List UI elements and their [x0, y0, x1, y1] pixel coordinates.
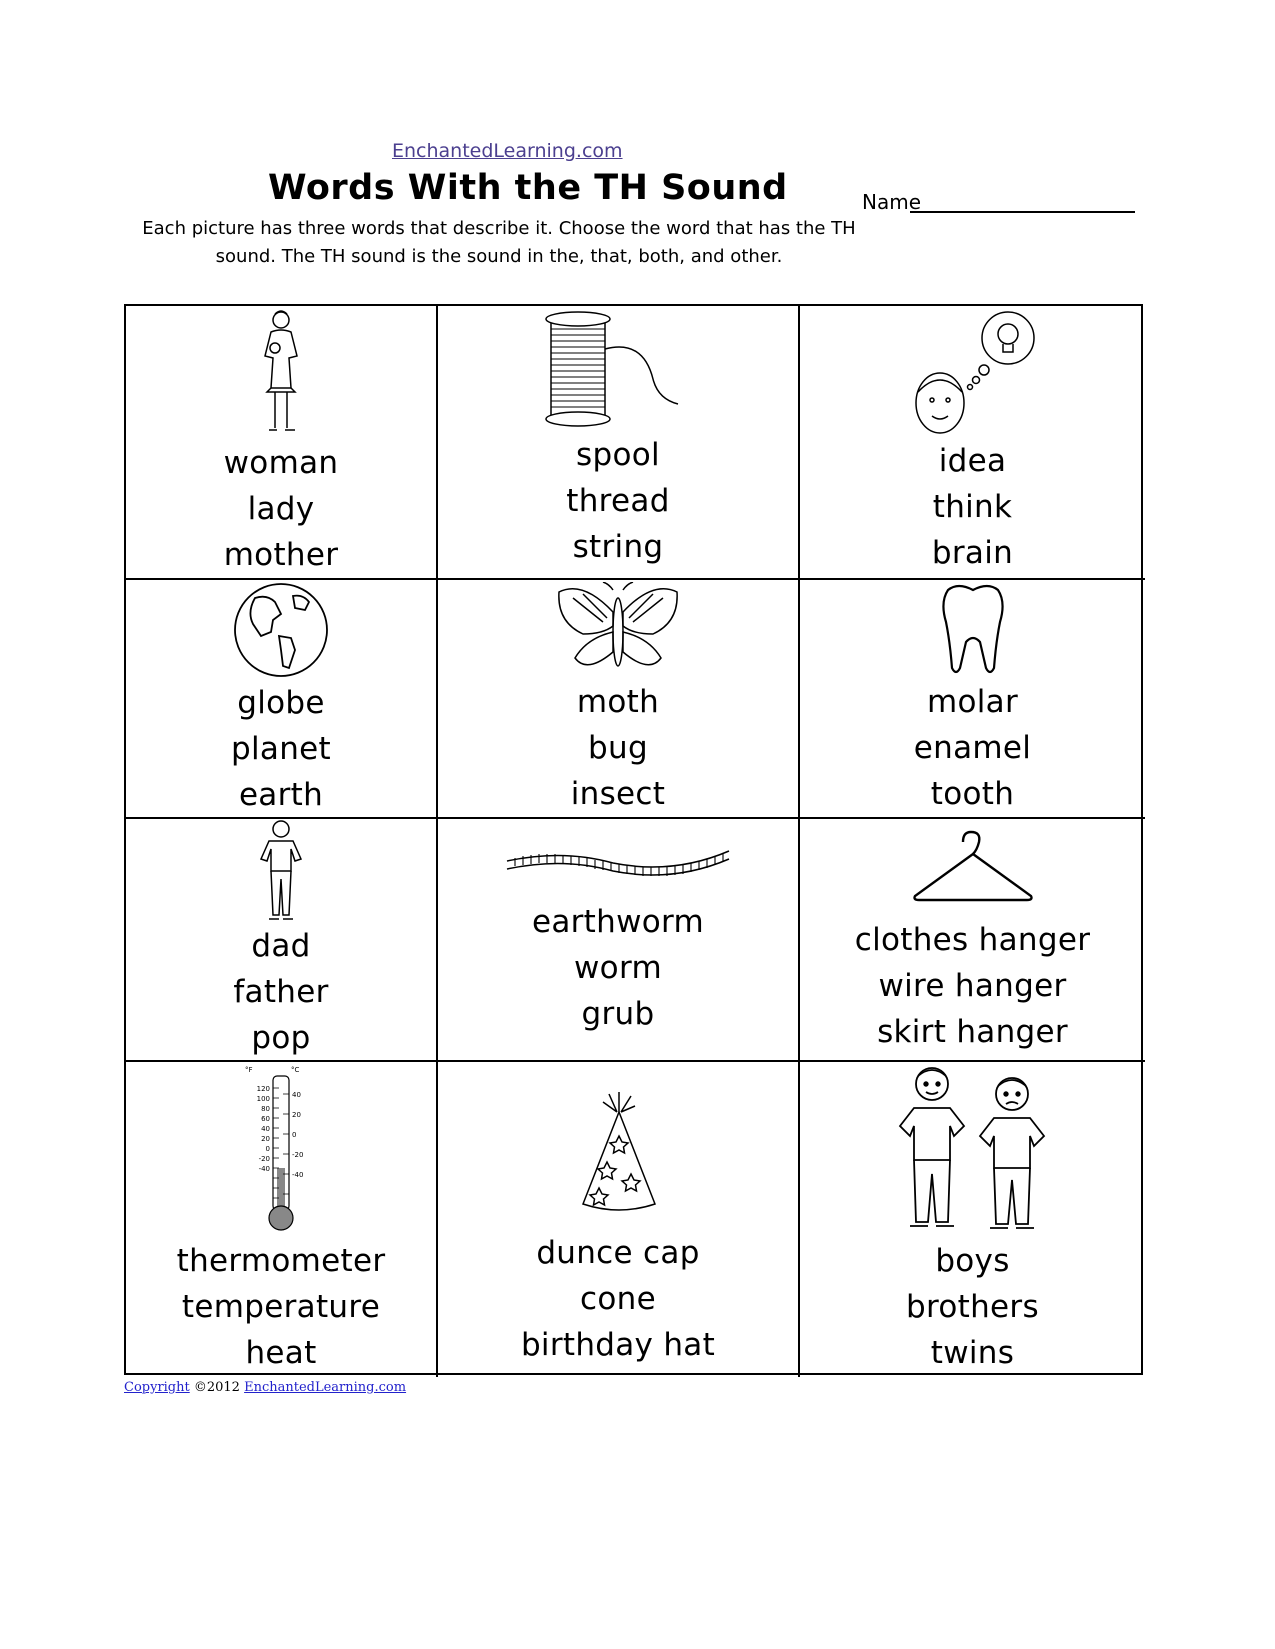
butterfly-icon [553, 580, 683, 679]
thermo-f-tick: -40 [258, 1165, 270, 1173]
thermo-f-tick: -20 [258, 1155, 270, 1163]
worksheet-title: Words With the TH Sound [268, 168, 788, 208]
boys-icon [888, 1062, 1058, 1238]
hanger-icon [911, 819, 1035, 917]
word-option[interactable]: heat [245, 1335, 317, 1371]
thermo-c-unit: °C [291, 1066, 300, 1074]
cell-butterfly [438, 580, 800, 819]
cell-hanger [800, 819, 1145, 1062]
thermo-f-tick: 100 [256, 1095, 270, 1103]
thermo-c-tick: 20 [292, 1111, 301, 1119]
word-option[interactable]: mother [223, 537, 339, 573]
word-option[interactable]: dad [251, 928, 311, 964]
cell-spool [438, 306, 800, 580]
word-option[interactable]: temperature [181, 1289, 381, 1325]
word-option[interactable]: cone [580, 1281, 656, 1317]
footer [124, 1380, 406, 1395]
word-option[interactable]: spool [576, 437, 660, 473]
thermo-c-tick: 40 [292, 1091, 301, 1099]
word-list [231, 680, 331, 818]
word-option[interactable]: woman [223, 445, 339, 481]
footer-site-link[interactable]: EnchantedLearning.com [244, 1380, 407, 1395]
cell-thermometer [126, 1062, 438, 1377]
site-link[interactable]: EnchantedLearning.com [392, 140, 623, 162]
word-list [224, 440, 339, 578]
thermo-f-tick: 20 [261, 1135, 270, 1143]
word-list [233, 923, 328, 1061]
word-option[interactable]: twins [930, 1335, 1015, 1371]
thermo-f-tick: 80 [261, 1105, 270, 1113]
cell-boys [800, 1062, 1145, 1377]
word-option[interactable]: clothes hanger [854, 922, 1091, 958]
word-list [571, 679, 665, 817]
word-grid [124, 304, 1143, 1375]
word-option[interactable]: skirt hanger [877, 1014, 1068, 1050]
cell-woman [126, 306, 438, 580]
word-list [914, 679, 1031, 817]
word-option[interactable]: moth [576, 684, 660, 720]
word-option[interactable]: wire hanger [878, 968, 1067, 1004]
word-option[interactable]: globe [237, 685, 325, 721]
word-option[interactable]: molar [926, 684, 1019, 720]
word-option[interactable]: idea [938, 443, 1007, 479]
word-option[interactable]: brothers [906, 1289, 1039, 1325]
instructions: Each picture has three words that describe it. Choose the word that has the TH sound. The TH sound is the sound in the, that, both, and other. [142, 218, 856, 267]
thermo-f-tick: 60 [261, 1115, 270, 1123]
word-option[interactable]: boys [935, 1243, 1010, 1279]
word-option[interactable]: earth [238, 777, 324, 813]
word-option[interactable]: brain [931, 535, 1014, 571]
cell-globe [126, 580, 438, 819]
party-hat-icon [573, 1080, 663, 1230]
word-list [566, 432, 669, 570]
word-option[interactable]: grub [581, 996, 655, 1032]
word-list [532, 899, 704, 1037]
tooth-icon [938, 580, 1008, 679]
cell-party-hat [438, 1062, 800, 1377]
thermo-c-tick: 0 [292, 1131, 297, 1139]
man-icon [251, 819, 311, 923]
thermo-c-tick: -40 [292, 1171, 304, 1179]
thermometer-icon [241, 1062, 321, 1238]
copyright-year: ©2012 [189, 1380, 245, 1395]
idea-icon [908, 306, 1038, 438]
word-option[interactable]: thermometer [176, 1243, 386, 1279]
word-list [906, 1238, 1039, 1376]
name-label: Name [862, 190, 922, 214]
word-option[interactable]: planet [231, 731, 331, 767]
word-list [521, 1230, 715, 1368]
word-option[interactable]: thread [566, 483, 670, 519]
thermo-f-unit: °F [245, 1066, 253, 1074]
thermo-c-tick: -20 [292, 1151, 304, 1159]
word-option[interactable]: tooth [930, 776, 1015, 812]
word-list [932, 438, 1013, 576]
word-list [855, 917, 1091, 1055]
word-option[interactable]: bug [588, 730, 648, 766]
word-option[interactable]: enamel [913, 730, 1032, 766]
word-option[interactable]: lady [247, 491, 315, 527]
woman-icon [241, 306, 321, 440]
word-option[interactable]: birthday hat [520, 1327, 716, 1363]
word-option[interactable]: insect [570, 776, 666, 812]
thermo-f-tick: 40 [261, 1125, 270, 1133]
word-option[interactable]: pop [251, 1020, 311, 1056]
globe-icon [231, 580, 331, 680]
cell-man [126, 819, 438, 1062]
spool-icon [543, 306, 693, 432]
worm-icon [503, 819, 733, 899]
cell-idea [800, 306, 1145, 580]
word-option[interactable]: father [233, 974, 329, 1010]
thermo-f-tick: 120 [256, 1085, 270, 1093]
thermo-f-tick: 0 [265, 1145, 270, 1153]
word-list [177, 1238, 386, 1376]
copyright-link[interactable]: Copyright [124, 1380, 190, 1395]
name-line[interactable] [910, 211, 1135, 213]
word-option[interactable]: string [572, 529, 664, 565]
word-option[interactable]: dunce cap [536, 1235, 700, 1271]
word-option[interactable]: think [932, 489, 1013, 525]
cell-worm [438, 819, 800, 1062]
cell-tooth [800, 580, 1145, 819]
word-option[interactable]: earthworm [531, 904, 705, 940]
word-option[interactable]: worm [574, 950, 662, 986]
